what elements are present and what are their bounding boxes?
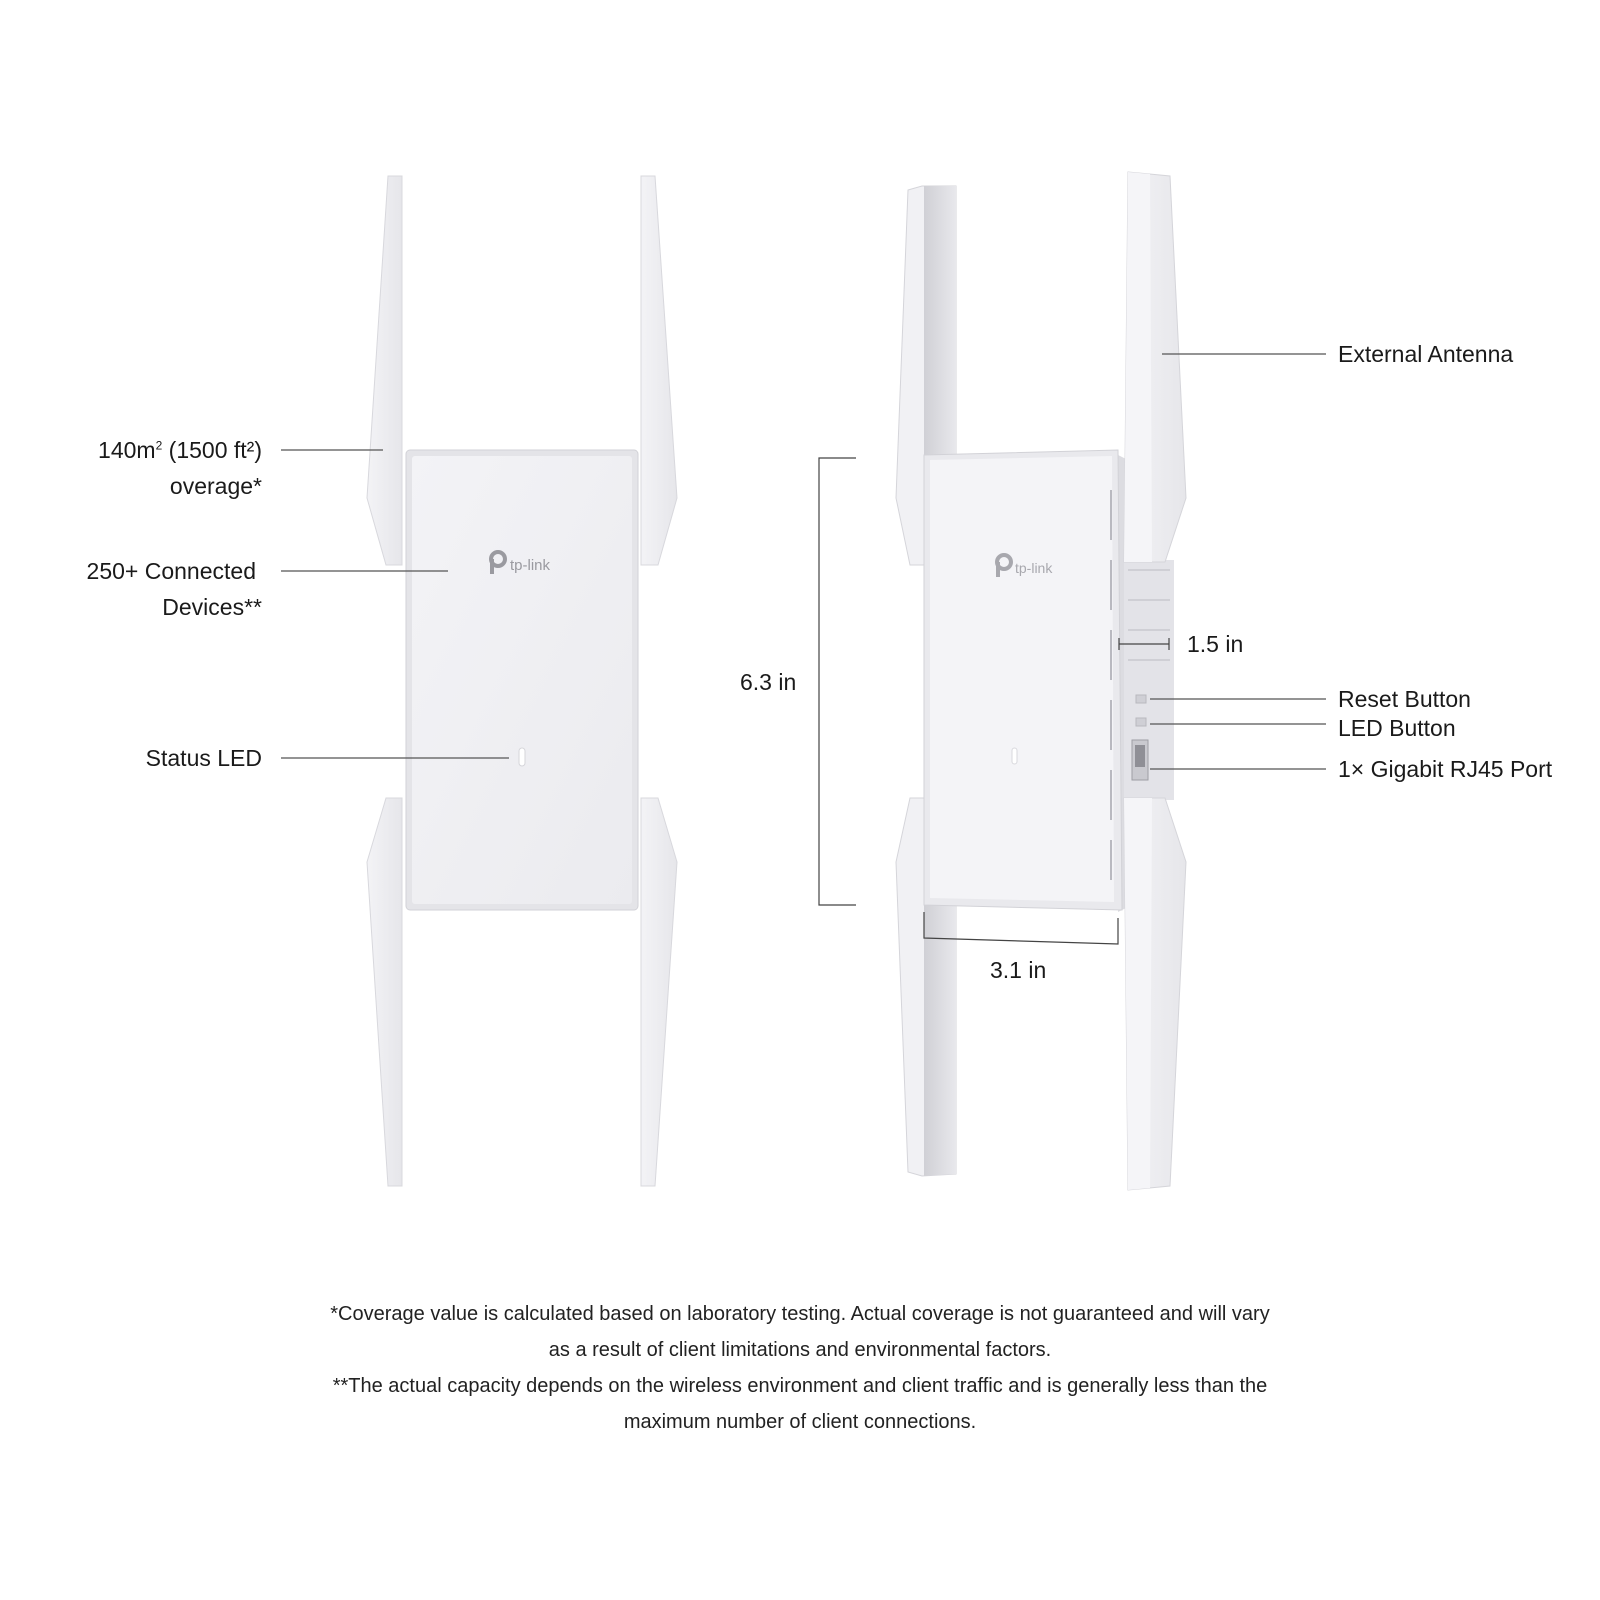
reset-button [1136,695,1146,703]
front-body-face [412,456,632,904]
height-dimension-label: 6.3 in [740,669,797,695]
front-tplink-logo-text: tp-link [510,557,551,574]
rj45-port-callout: 1× Gigabit RJ45 Port [1338,756,1553,782]
front-status-led [519,748,525,766]
front-antenna-bottom-left [367,798,402,1186]
side-tplink-logo-text: tp-link [1015,560,1053,576]
depth-dimension-label: 1.5 in [1187,631,1244,657]
led-button-callout: LED Button [1338,715,1456,741]
reset-button-callout: Reset Button [1338,686,1471,712]
devices-callout-line1: 250+ Connected [86,558,256,584]
front-antenna-top-left [367,176,402,565]
led-button [1136,718,1146,726]
front-antenna-top-right [641,176,677,565]
capacity-footnote-line2: maximum number of client connections. [623,1411,977,1433]
coverage-footnote-line1: *Coverage value is calculated based on laboratory testing. Actual coverage is not guaranteed and will vary [330,1303,1270,1325]
coverage-callout-line2: overage* [169,473,262,499]
front-antenna-bottom-right [641,798,677,1186]
coverage-footnote-line2: as a result of client limitations and environmental factors. [548,1339,1052,1361]
status-led-callout: Status LED [145,745,262,771]
width-dimension-label: 3.1 in [990,957,1047,983]
side-device [896,172,1186,1190]
footnotes [200,1296,1400,1440]
capacity-footnote-line1: **The actual capacity depends on the wireless environment and client traffic and is generally less than the [332,1375,1268,1397]
front-device [367,176,677,1186]
external-antenna-callout: External Antenna [1338,341,1514,367]
side-status-led [1012,748,1017,764]
devices-callout-line2: Devices** [162,594,262,620]
height-dimension-bracket [819,458,856,905]
coverage-callout-line1: $140m^2$ (1500 ft²) [98,437,262,463]
